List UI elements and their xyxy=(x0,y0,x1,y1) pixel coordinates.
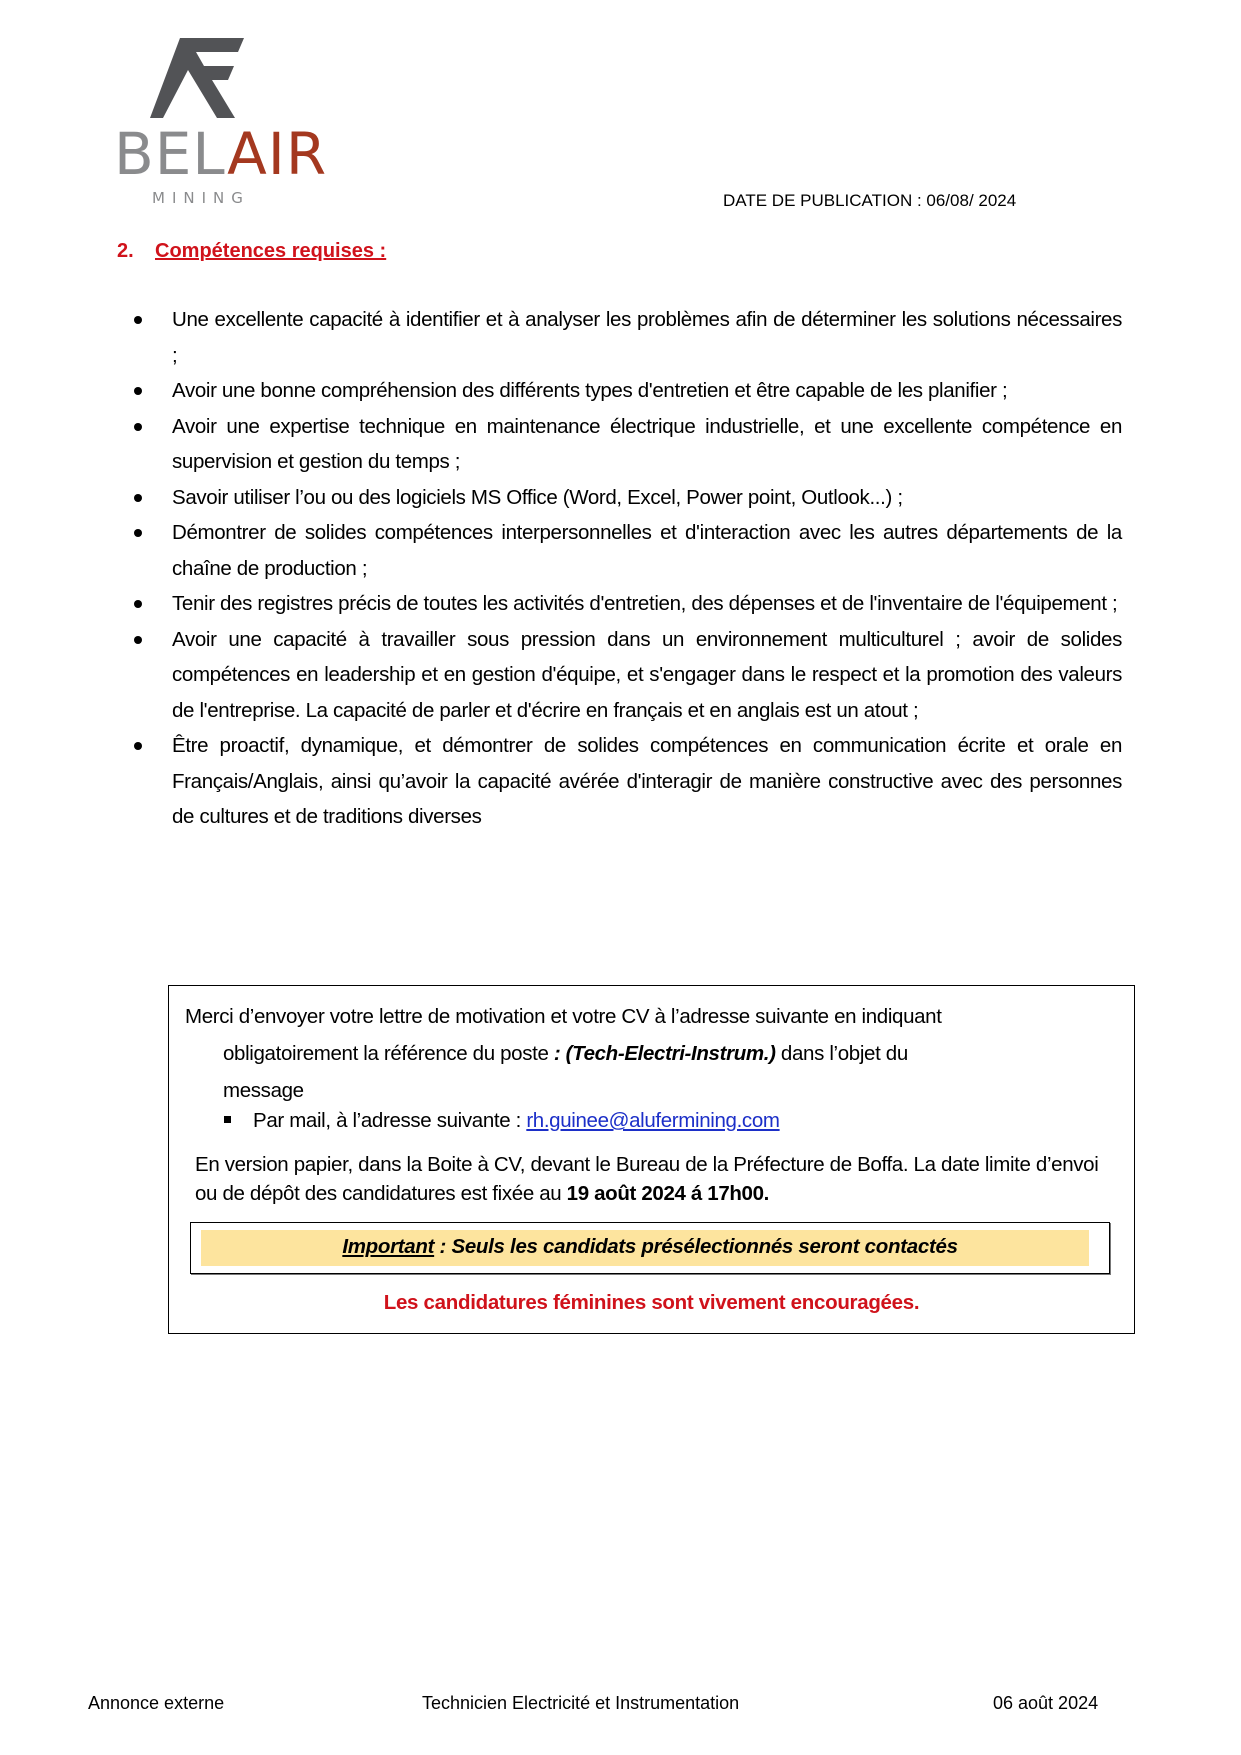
company-logo xyxy=(100,38,328,208)
list-item: Avoir une bonne compréhension des différents types d'entretien et être capable de les planifier ; xyxy=(132,373,1122,409)
encouragement-text: Les candidatures féminines sont vivement encouragées. xyxy=(383,1291,920,1314)
list-item: Une excellente capacité à identifier et à analyser les problèmes afin de déterminer les solutions nécessaires ; xyxy=(132,302,1122,373)
logo-subtitle: MINING xyxy=(152,189,250,207)
list-item: Savoir utiliser l’ou ou des logiciels MS Office (Word, Excel, Power point, Outlook...) ; xyxy=(132,480,1122,516)
list-item: Avoir une expertise technique en maintenance électrique industrielle, et une excellente compétence en supervision et gestion du temps ; xyxy=(132,409,1122,480)
section-heading: Compétences requises : xyxy=(155,240,387,262)
email-link[interactable]: rh.guinee@alufermining.com xyxy=(526,1109,780,1132)
list-item: Être proactif, dynamique, et démontrer de solides compétences en communication écrite et orale en Français/Anglais, ainsi qu’avoir la capacité avérée d'interagir de manière constructive avec des personnes de cultures et de traditions diverses xyxy=(132,728,1122,835)
bullet-icon xyxy=(134,423,142,431)
list-item: Démontrer de solides compétences interpersonnelles et d'interaction avec les autres départements de la chaîne de production ; xyxy=(132,515,1122,586)
application-instructions: Merci d’envoyer votre lettre de motivation et votre CV à l’adresse suivante en indiquant obligatoirement la référence du poste : (Tech-Electri-Instrum.) dans l’objet du message xyxy=(185,1005,942,1102)
bullet-icon xyxy=(134,387,142,395)
bullet-icon xyxy=(134,529,142,537)
logo-wordmark: BELAIR xyxy=(114,120,328,188)
belair-mark-icon xyxy=(150,38,246,118)
bullet-icon xyxy=(134,636,142,644)
square-bullet-icon xyxy=(224,1116,231,1123)
important-notice: Important : Seuls les candidats présélectionnés seront contactés xyxy=(190,1222,1110,1274)
important-label: Important xyxy=(342,1235,435,1258)
list-item: Tenir des registres précis de toutes les activités d'entretien, des dépenses et de l'inventaire de l'équipement ; xyxy=(132,586,1122,622)
skills-list xyxy=(132,302,1122,835)
section-number: 2. xyxy=(117,240,134,262)
section-title xyxy=(117,240,386,263)
publication-date: DATE DE PUBLICATION : 06/08/ 2024 xyxy=(723,191,1017,210)
footer-left: Annonce externe xyxy=(88,1693,225,1713)
job-reference: : (Tech-Electri-Instrum.) xyxy=(553,1042,776,1065)
email-line: Par mail, à l’adresse suivante : rh.guinee@alufermining.com xyxy=(224,1109,780,1133)
bullet-icon xyxy=(134,494,142,502)
paper-application-text: En version papier, dans la Boite à CV, devant le Bureau de la Préfecture de Boffa. La date limite d’envoi ou de dépôt des candidatures est fixée au 19 août 2024 á 17h00. xyxy=(195,1153,1099,1205)
application-box xyxy=(168,985,1135,1334)
list-item: Avoir une capacité à travailler sous pression dans un environnement multiculturel ; avoir de solides compétences en leadership et en gestion d'équipe, et s'engager dans le respect et la promotion des valeurs de l'entreprise. La capacité de parler et d'écrire en français et en anglais est un atout ; xyxy=(132,622,1122,729)
bullet-icon xyxy=(134,600,142,608)
bullet-icon xyxy=(134,316,142,324)
deadline: 19 août 2024 á 17h00. xyxy=(566,1182,770,1205)
footer-title: Technicien Electricité et Instrumentation xyxy=(422,1693,740,1713)
bullet-icon xyxy=(134,742,142,750)
footer-date: 06 août 2024 xyxy=(993,1693,1099,1713)
